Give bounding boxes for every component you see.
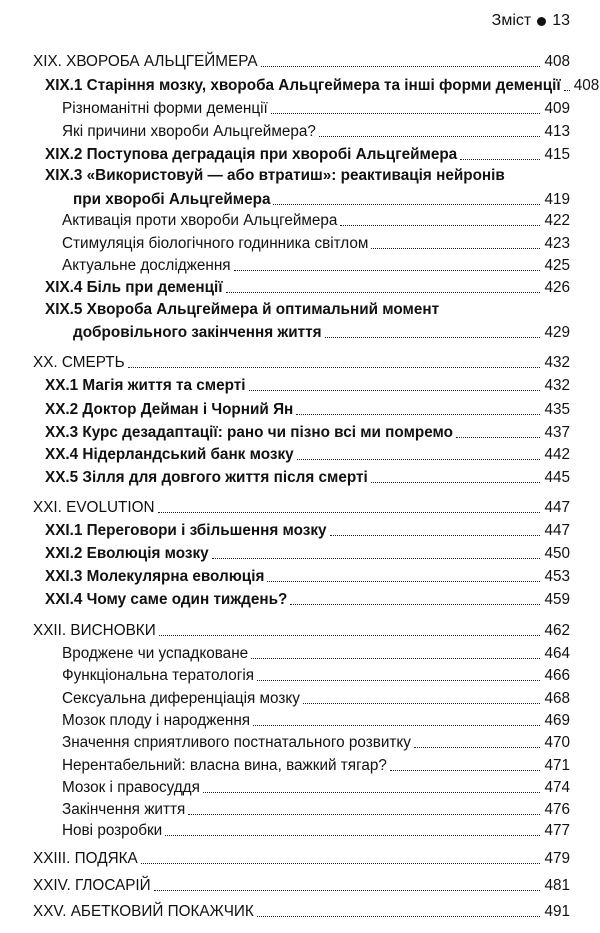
dot-leader	[234, 270, 541, 271]
toc-entry-title: Які причини хвороби Альцгеймера?	[62, 123, 316, 140]
toc-entry-page: 450	[544, 545, 570, 562]
dot-leader	[158, 512, 541, 513]
toc-entry-page: 476	[544, 801, 570, 818]
toc-entry-page: 419	[544, 191, 570, 208]
toc-entry-page: 466	[544, 667, 570, 684]
dot-leader	[414, 747, 541, 748]
bullet-icon	[537, 17, 546, 26]
toc-entry-page: 462	[544, 622, 570, 639]
toc-entry-title: XXI.1 Переговори і збільшення мозку	[45, 522, 327, 539]
dot-leader	[456, 437, 540, 438]
toc-entry-page: 474	[544, 779, 570, 796]
dot-leader	[203, 792, 541, 793]
dot-leader	[267, 581, 540, 582]
toc-entry-page: 477	[544, 822, 570, 839]
toc-entry-page: 432	[544, 377, 570, 394]
dot-leader	[188, 814, 540, 815]
toc-entry-page: 481	[544, 877, 570, 894]
toc-entry-page: 437	[544, 424, 570, 441]
toc-entry-page: 447	[544, 522, 570, 539]
dot-leader	[253, 725, 540, 726]
toc-entry-page: 435	[544, 401, 570, 418]
dot-leader	[460, 159, 540, 160]
dot-leader	[261, 66, 541, 67]
toc-entry-title: XXV. АБЕТКОВИЙ ПОКАЖЧИК	[33, 903, 254, 920]
toc-entry-title: Різноманітні форми деменції	[62, 100, 268, 117]
dot-leader	[371, 482, 541, 483]
toc-entry-page: 459	[544, 591, 570, 608]
toc-entry-title: XX.2 Доктор Дейман і Чорний Ян	[45, 401, 294, 418]
toc-entry-page: 423	[544, 235, 570, 252]
dot-leader	[330, 535, 541, 536]
dot-leader	[141, 863, 541, 864]
toc-entry-title: Сексуальна диференціація мозку	[62, 690, 300, 707]
dot-leader	[319, 136, 541, 137]
toc-entry-page: 447	[544, 499, 570, 516]
toc-entry-page: 408	[573, 77, 600, 94]
page-header	[492, 12, 570, 30]
toc-entry-page: 432	[544, 354, 570, 371]
toc-entry-title: Активація проти хвороби Альцгеймера	[62, 212, 338, 229]
dot-leader	[325, 337, 541, 338]
toc-entry-page: 429	[544, 324, 570, 341]
toc-entry-page: 422	[544, 212, 570, 229]
toc-entry-page: 491	[544, 903, 570, 920]
toc-entry-title: XXI.2 Еволюція мозку	[45, 545, 209, 562]
header-label: Зміст	[491, 12, 532, 29]
toc-entry-title: XXIV. ГЛОСАРІЙ	[33, 877, 151, 894]
dot-leader	[271, 113, 541, 114]
dot-leader	[249, 390, 541, 391]
toc-entry-title: XX.4 Нідерландський банк мозку	[45, 446, 294, 463]
toc-entry-page: 415	[544, 146, 570, 163]
dot-leader	[340, 225, 540, 226]
toc-entry-page: 453	[544, 568, 570, 585]
toc-entry-page: 409	[544, 100, 570, 117]
toc-entry-page: 471	[544, 757, 570, 774]
toc-entry-title: XXII. ВИСНОВКИ	[33, 622, 156, 639]
dot-leader	[226, 292, 541, 293]
dot-leader	[564, 90, 570, 91]
toc-entry-title: XXI. EVOLUTION	[33, 499, 155, 516]
toc-entry-title: XIX.1 Старіння мозку, хвороба Альцгеймера та інші форми деменції	[45, 77, 561, 94]
toc-entry-title: Вроджене чи успадковане	[62, 645, 249, 662]
toc-entry-page: 479	[544, 850, 570, 867]
toc-entry-page: 445	[544, 469, 570, 486]
toc-entry-title: XIX.2 Поступова деградація при хворобі Альцгеймера	[45, 146, 458, 163]
toc-entry-title: Значення сприятливого постнатального розвитку	[62, 734, 411, 751]
toc-entry-page: 468	[544, 690, 570, 707]
toc-entry-title: Актуальне дослідження	[62, 257, 231, 274]
dot-leader	[128, 367, 541, 368]
toc-entry-title: XX. СМЕРТЬ	[33, 354, 125, 371]
dot-leader	[257, 680, 540, 681]
dot-leader	[303, 703, 541, 704]
toc-entry-page: 469	[544, 712, 570, 729]
toc-entry-page: 426	[544, 279, 570, 296]
toc-entry-page: 470	[544, 734, 570, 751]
dot-leader	[257, 916, 541, 917]
toc-entry-title-line1: XIX.3 «Використовуй — або втратиш»: реактивація нейронів	[45, 167, 505, 184]
dot-leader	[273, 204, 540, 205]
header-page-number: 13	[552, 12, 570, 29]
dot-leader	[297, 459, 541, 460]
dot-leader	[154, 890, 541, 891]
toc-entry-title: XXI.3 Молекулярна еволюція	[45, 568, 265, 585]
toc-entry-title-line2: добровільного закінчення життя	[73, 324, 322, 341]
toc-entry-title: Нерентабельний: власна вина, важкий тягар?	[62, 757, 387, 774]
dot-leader	[290, 604, 540, 605]
toc-entry-title: XX.5 Зілля для довгого життя після смерті	[45, 469, 368, 486]
toc-entry-title: Функціональна тератологія	[62, 667, 255, 684]
toc-entry-page: 442	[544, 446, 570, 463]
toc-entry-title: Мозок плоду і народження	[62, 712, 251, 729]
toc-entry-title: Закінчення життя	[62, 801, 186, 818]
toc-entry-page: 425	[544, 257, 570, 274]
toc-entry-title: XXI.4 Чому саме один тиждень?	[45, 591, 288, 608]
toc-entry-title-line2: при хворобі Альцгеймера	[73, 191, 271, 208]
dot-leader	[390, 770, 541, 771]
toc-entry-title: Мозок і правосуддя	[62, 779, 200, 796]
toc-entry-page: 413	[544, 123, 570, 140]
toc-entry-title: XX.1 Магія життя та смерті	[45, 377, 246, 394]
dot-leader	[212, 558, 541, 559]
toc-entry-page: 408	[544, 53, 570, 70]
toc-entry-title: XIX. ХВОРОБА АЛЬЦГЕЙМЕРА	[33, 53, 258, 70]
toc-entry-title: Стимуляція біологічного годинника світлом	[62, 235, 369, 252]
dot-leader	[165, 835, 540, 836]
toc-entry-title: XX.3 Курс дезадаптації: рано чи пізно всі ми помремо	[45, 424, 453, 441]
toc-entry-page: 464	[544, 645, 570, 662]
toc-entry-title: XIX.4 Біль при деменції	[45, 279, 223, 296]
dot-leader	[159, 635, 541, 636]
toc-entry-title: Нові розробки	[62, 822, 163, 839]
toc-entry-title-line1: XIX.5 Хвороба Альцгеймера й оптимальний момент	[45, 301, 440, 318]
dot-leader	[296, 414, 540, 415]
dot-leader	[371, 248, 540, 249]
toc-entry-title: XXIII. ПОДЯКА	[33, 850, 138, 867]
dot-leader	[251, 658, 540, 659]
